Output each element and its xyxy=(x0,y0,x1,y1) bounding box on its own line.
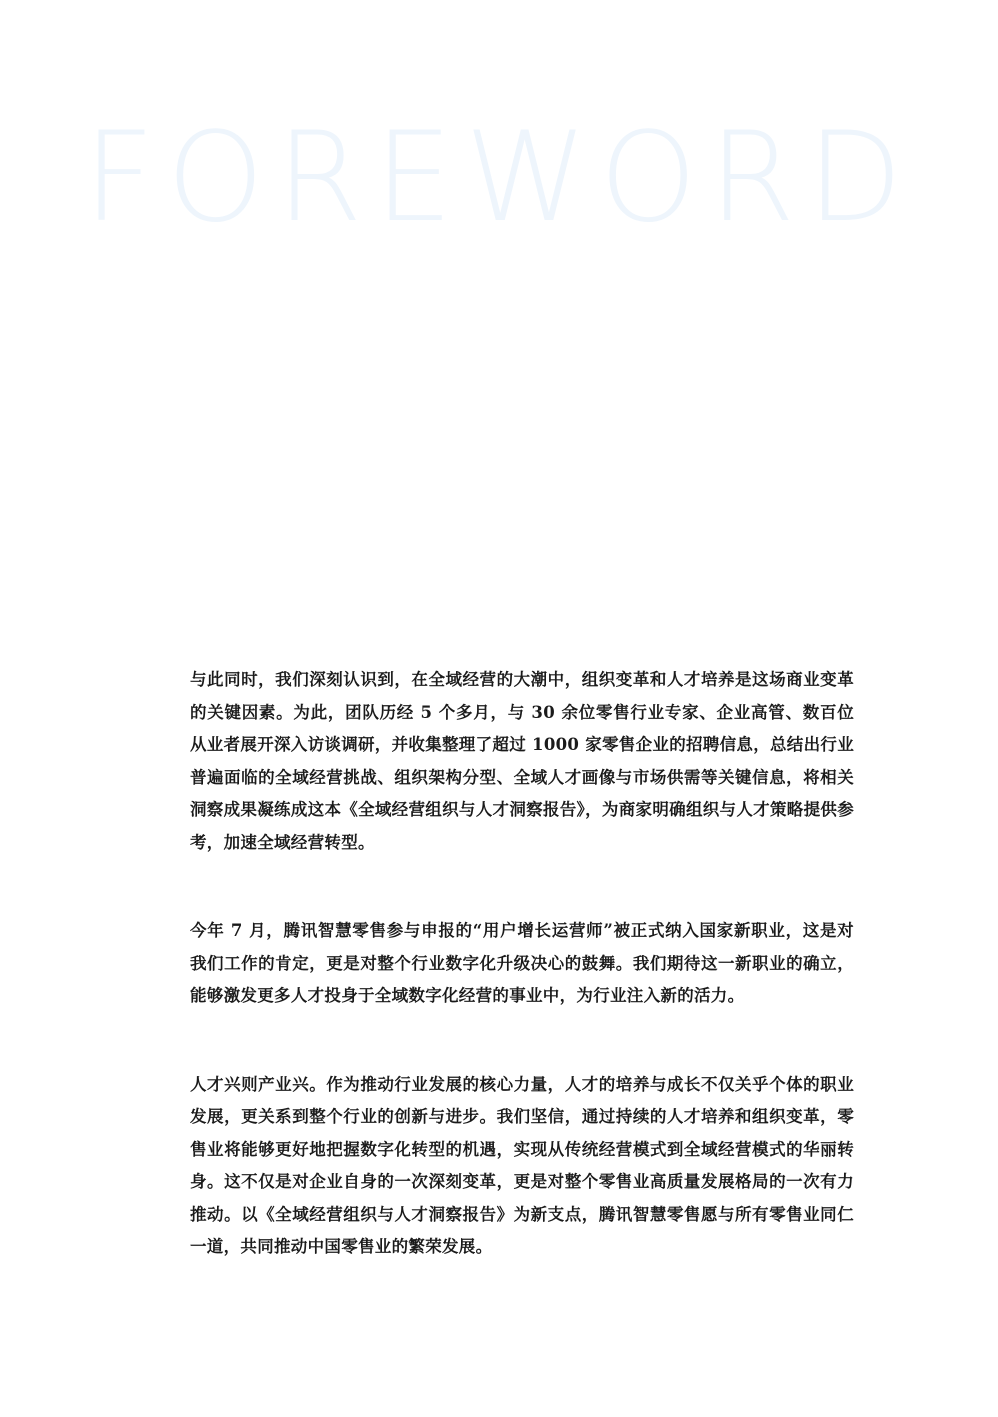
foreword-body xyxy=(190,664,854,1264)
paragraph-organization-talent: 与此同时，我们深刻认识到，在全域经营的大潮中，组织变革和人才培养是这场商业变革的关键因素。为此，团队历经 5 个多月，与 30 余位零售行业专家、企业高管、数百位从业者展开深入访谈调研，并收集整理了超过 1000 家零售企业的招聘信息，总结出行业普遍面临的全域经营挑战、组织架构分型、全域人才画像与市场供需等关键信息，将相关洞察成果凝练成这本《全域经营组织与人才洞察报告》，为商家明确组织与人才策略提供参考，加速全域经营转型。 xyxy=(190,670,855,852)
foreword-watermark: FOREWORD xyxy=(83,106,915,250)
paragraph-talent-industry: 人才兴则产业兴。作为推动行业发展的核心力量，人才的培养与成长不仅关乎个体的职业发展，更关系到整个行业的创新与进步。我们坚信，通过持续的人才培养和组织变革，零售业将能够更好地把握数字化转型的机遇，实现从传统经营模式到全域经营模式的华丽转身。这不仅是对企业自身的一次深刻变革，更是对整个零售业高质量发展格局的一次有力推动。以《全域经营组织与人才洞察报告》为新支点，腾讯智慧零售愿与所有零售业同仁一道，共同推动中国零售业的繁荣发展。 xyxy=(190,1074,854,1256)
paragraph-new-profession: 今年 7 月，腾讯智慧零售参与申报的“用户增长运营师”被正式纳入国家新职业，这是对我们工作的肯定，更是对整个行业数字化升级决心的鼓舞。我们期待这一新职业的确立，能够激发更多人才投身于全域数字化经营的事业中，为行业注入新的活力。 xyxy=(190,921,854,1005)
